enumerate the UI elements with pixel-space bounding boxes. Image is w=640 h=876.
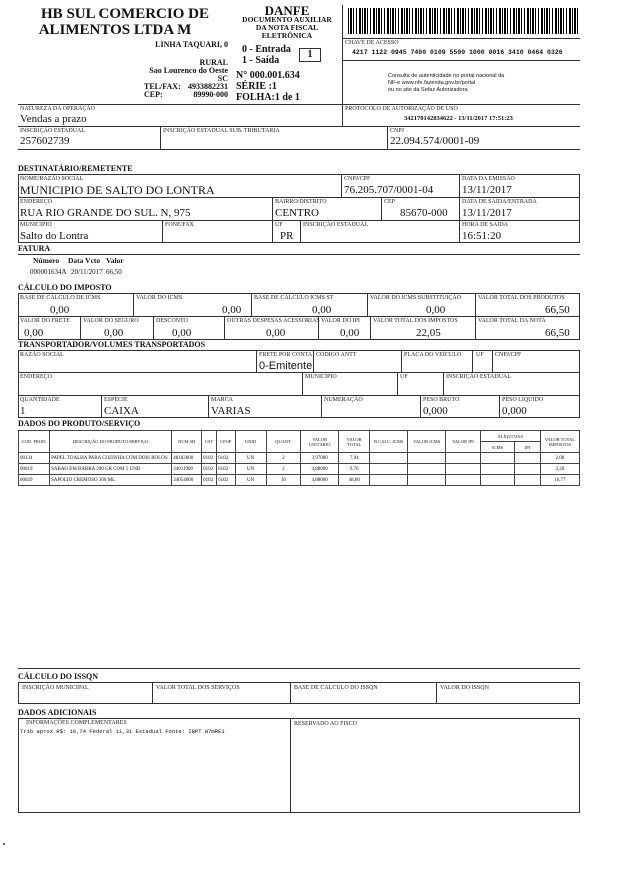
cell-desc: SABAO EM BARRA 200 GR COM 5 UND xyxy=(50,464,172,475)
transp-pl-label: PESO LIQUIDO xyxy=(502,397,544,403)
transp-qtd: 1 xyxy=(20,405,26,417)
imp-bc-st: 0,00 xyxy=(312,304,332,316)
imp-frete-label: VALOR DO FRETE xyxy=(20,318,70,324)
dest-cep: 85670-000 xyxy=(400,207,448,219)
imp-total-imp-label: VALOR TOTAL DOS IMPOSTOS xyxy=(373,318,458,324)
cnpj-value: 22.094.574/0001-09 xyxy=(390,135,480,147)
emitente-endereco: LINHA TAQUARI, 0 xyxy=(155,40,228,49)
imp-desconto-label: DESCONTO xyxy=(156,318,188,324)
transp-qtd-label: QUANTIDADE xyxy=(20,397,60,403)
transp-esp: CAIXA xyxy=(104,405,139,417)
dest-cnpj: 76.205.707/0001-04 xyxy=(344,184,434,196)
cell-cst: 0102 xyxy=(202,464,217,475)
imp-frete: 0,00 xyxy=(24,327,44,339)
imp-outras: 0,00 xyxy=(266,327,286,339)
transp-ie-label: INSCRIÇÃO ESTADUAL xyxy=(446,374,512,380)
imp-total-imp: 22,05 xyxy=(416,327,441,339)
transp-num-label: NUMERAÇÃO xyxy=(324,397,363,403)
dest-saida: 13/11/2017 xyxy=(462,207,512,219)
cell-vtotal: 48,80 xyxy=(339,475,370,486)
cell-unid: UN xyxy=(235,475,266,486)
dest-bairro: CENTRO xyxy=(275,207,319,219)
dest-cnpj-label: CNPJ/CPF xyxy=(344,176,371,182)
transp-esp-label: ESPÉCIE xyxy=(104,397,128,403)
imp-icms-st: 0,00 xyxy=(426,304,446,316)
emitente-cep-label: CEP: xyxy=(144,90,163,99)
cell-vtotal-imp: 16,77 xyxy=(540,475,579,486)
adicionais-section-title: DADOS ADICIONAIS xyxy=(18,708,97,717)
emitente-telfax-label: TEL/FAX: xyxy=(144,82,181,91)
danfe-folha: FOLHA:1 de 1 xyxy=(236,92,300,103)
imp-total-nota: 66,50 xyxy=(545,327,570,339)
cell-cod: 00029 xyxy=(19,475,50,486)
danfe-tipo-box: 1 xyxy=(299,48,321,62)
cell-aliq-icms xyxy=(480,464,515,475)
natureza-value: Vendas a prazo xyxy=(20,113,87,125)
col-vtotal-imp: VALOR TOTAL IMPOSTOS xyxy=(540,431,579,453)
natureza-label: NATUREZA DA OPERAÇÃO xyxy=(20,106,96,112)
fatura-header-numero: Número xyxy=(33,256,60,265)
fatura-section-title: FATURA xyxy=(18,244,51,253)
cell-aliq-ipi xyxy=(515,464,540,475)
transp-mun-label: MUNICÍPIO xyxy=(305,374,337,380)
col-cfop: CFOP xyxy=(217,431,235,453)
fatura-venc: 20/11/2017 xyxy=(71,268,103,276)
col-cod: COD. PROD. xyxy=(19,431,50,453)
ie-label: INSCRIÇÃO ESTADUAL xyxy=(20,128,86,134)
dest-nome-label: NOME/RAZÃO SOCIAL xyxy=(20,176,84,182)
danfe-sub1: DOCUMENTO AUXILIAR xyxy=(242,15,332,24)
info-comp-text: Trib aprox R$: 10,74 Federal 11,31 Estadual Fonte: IBPT W7mRE1 xyxy=(20,728,225,735)
dest-endereco-label: ENDEREÇO xyxy=(20,199,52,205)
emitente-name-2: ALIMENTOS LTDA M xyxy=(38,22,192,38)
ie-value: 257602739 xyxy=(20,135,70,147)
cell-vunit: 4,88000 xyxy=(301,475,339,486)
cell-cod: 00134 xyxy=(19,453,50,464)
emitente-uf: SC xyxy=(217,74,228,83)
emitente-telfax: 4933882231 xyxy=(188,82,228,91)
dest-nome: MUNICIPIO DE SALTO DO LONTRA xyxy=(20,183,215,197)
cell-ncm: 48182000 xyxy=(172,453,202,464)
protocolo-label: PROTOCOLO DE AUTORIZAÇÃO DE USO xyxy=(345,106,458,112)
dest-municipio-label: MUNICÍPIO xyxy=(20,222,52,228)
info-comp-label: INFORMAÇÕES COMPLEMENTARES xyxy=(26,720,127,726)
cell-aliq-ipi xyxy=(515,475,540,486)
col-desc: DESCRIÇÃO DO PRODUTO/SERVIÇO xyxy=(50,431,172,453)
dest-cep-label: CEP xyxy=(384,199,396,205)
dest-hora: 16:51:20 xyxy=(462,230,502,242)
col-vicms: VALOR ICMS xyxy=(408,431,446,453)
transp-frete: 0-Emitente xyxy=(259,360,313,372)
consulta-line-2: NF-e www.nfe.fazenda.gov.br/portal xyxy=(388,80,476,86)
issqn-valor-label: VALOR DO ISSQN xyxy=(440,685,489,691)
cell-bcicms xyxy=(370,475,408,486)
imp-outras-label: OUTRAS DESPESAS ACESSÓRIAS xyxy=(227,318,320,324)
chave-value: 4217 1122 0945 7400 0109 5500 1000 0016 3410 0464 0326 xyxy=(352,49,563,56)
cell-unid: UN xyxy=(235,453,266,464)
transp-placa-label: PLACA DO VEÍCULO xyxy=(404,352,462,358)
col-bcicms: B.CALC. ICMS xyxy=(370,431,408,453)
danfe-serie: SÉRIE :1 xyxy=(236,81,277,92)
col-vunit: VALOR UNITÁRIO xyxy=(301,431,339,453)
fatura-numero: 000001634A xyxy=(30,268,67,276)
cnpj-label: CNPJ xyxy=(390,128,405,134)
emitente-bairro: RURAL xyxy=(199,58,228,67)
cell-vicms xyxy=(408,475,446,486)
dest-endereco: RUA RIO GRANDE DO SUL. N, 975 xyxy=(20,207,191,219)
dest-uf-label: UF xyxy=(275,222,283,228)
cell-ncm: 34011900 xyxy=(172,464,202,475)
fisco-label: RESERVADO AO FISCO xyxy=(294,721,358,727)
col-quant: QUANT. xyxy=(266,431,301,453)
cell-aliq-icms xyxy=(480,475,515,486)
cell-vipi xyxy=(446,453,481,464)
cell-quant: 2 xyxy=(266,453,301,464)
transp-pb: 0,000 xyxy=(423,405,448,417)
cell-desc: SAPOLIO CREMOSO 300 ML xyxy=(50,475,172,486)
table-row xyxy=(19,464,580,475)
transp-frete-label: FRETE POR CONTA xyxy=(259,352,313,358)
cell-quant: 2 xyxy=(266,464,301,475)
danfe-numero: N° 000.001.634 xyxy=(236,70,300,81)
imp-total-prod-label: VALOR TOTAL DOS PRODUTOS xyxy=(478,295,565,301)
cell-cfop: 6102 xyxy=(217,475,235,486)
cell-cfop: 6102 xyxy=(217,464,235,475)
col-ncm: NCM SH xyxy=(172,431,202,453)
col-cst: CST xyxy=(202,431,217,453)
emitente-cidade: Sao Lourenco do Oeste xyxy=(149,66,228,75)
fatura-header-valor: Valor xyxy=(106,256,124,265)
cell-vicms xyxy=(408,453,446,464)
edge-mark xyxy=(3,843,5,845)
transp-antt-label: CÓDIGO ANTT xyxy=(316,352,357,358)
transp-pb-label: PESO BRUTO xyxy=(423,397,460,403)
imposto-section-title: CÁLCULO DO IMPOSTO xyxy=(18,283,112,292)
danfe-sub3: ELETRÔNICA xyxy=(261,31,313,40)
imp-icms: 0,00 xyxy=(222,304,242,316)
col-unid: UNID xyxy=(235,431,266,453)
imp-seguro: 0,00 xyxy=(104,327,124,339)
issqn-vserv-label: VALOR TOTAL DOS SERVIÇOS xyxy=(156,685,240,691)
col-vipi: VALOR IPI xyxy=(446,431,481,453)
protocolo-value: 342170142834622 - 13/11/2017 17:51:23 xyxy=(404,115,513,122)
transp-end-label: ENDEREÇO xyxy=(20,374,52,380)
cell-bcicms xyxy=(370,453,408,464)
issqn-section-title: CÁLCULO DO ISSQN xyxy=(18,672,99,681)
consulta-line-3: ou no site da Sefaz Autorizadora xyxy=(388,87,468,93)
imp-icms-st-label: VALOR DO ICMS SUBSTITUIÇÃO xyxy=(370,295,462,301)
transp-marca-label: MARCA xyxy=(211,397,234,403)
col-aliq-icms: ICMS xyxy=(480,442,515,453)
col-vtotal: VALOR TOTAL xyxy=(339,431,370,453)
chave-label: CHAVE DE ACESSO xyxy=(345,40,399,46)
imp-ipi-label: VALOR DO IPI xyxy=(321,318,360,324)
issqn-im-label: INSCRIÇÃO MUNICIPAL xyxy=(22,685,89,691)
cell-vtotal: 7,94 xyxy=(339,453,370,464)
dest-section-title: DESTINATÁRIO/REMETENTE xyxy=(18,164,133,173)
barcode-image xyxy=(348,8,578,34)
cell-aliq-ipi xyxy=(515,453,540,464)
transp-razao-label: RAZÃO SOCIAL xyxy=(20,352,64,358)
imp-ipi: 0,00 xyxy=(340,327,360,339)
table-row xyxy=(19,453,580,464)
cell-ncm: 34054000 xyxy=(172,475,202,486)
cell-vunit: 4,88000 xyxy=(301,464,339,475)
consulta-line-1: Consulta de autenticidade no portal nacional da xyxy=(388,73,505,79)
cell-cfop: 6102 xyxy=(217,453,235,464)
ie-st-label: INSCRIÇÃO ESTADUAL SUB. TRIBUTARIA xyxy=(163,128,280,134)
danfe-entrada: 0 - Entrada xyxy=(242,44,291,55)
fatura-header-venc: Data Vcto xyxy=(68,256,101,265)
produtos-table xyxy=(18,430,580,486)
imp-seguro-label: VALOR DO SEGURO xyxy=(83,318,139,324)
imp-bc-icms: 0,00 xyxy=(50,304,70,316)
dest-ie-label: INSCRIÇÃO ESTADUAL xyxy=(303,222,369,228)
emitente-cep: 89990-000 xyxy=(193,90,228,99)
cell-vicms xyxy=(408,464,446,475)
dest-uf: PR xyxy=(280,230,294,242)
cell-cst: 0102 xyxy=(202,475,217,486)
danfe-sub2: DA NOTA FISCAL xyxy=(255,23,319,32)
cell-vtotal-imp: 3,20 xyxy=(540,464,579,475)
transp-pl: 0,000 xyxy=(502,405,527,417)
cell-vipi xyxy=(446,475,481,486)
cell-unid: UN xyxy=(235,464,266,475)
imp-desconto: 0,00 xyxy=(172,327,192,339)
cell-vipi xyxy=(446,464,481,475)
dest-municipio: Salto do Lontra xyxy=(20,230,89,242)
imp-icms-label: VALOR DO ICMS xyxy=(136,295,183,301)
transp-uf-label: UF xyxy=(476,352,484,358)
dest-bairro-label: BAIRRO/DISTRITO xyxy=(275,199,327,205)
cell-vunit: 3,97000 xyxy=(301,453,339,464)
imp-total-nota-label: VALOR TOTAL DA NOTA xyxy=(478,318,546,324)
imp-total-prod: 66,50 xyxy=(545,304,570,316)
cell-cod: 00019 xyxy=(19,464,50,475)
dest-emissao: 13/11/2017 xyxy=(462,184,512,196)
dest-hora-label: HORA DE SAÍDA xyxy=(462,222,509,228)
col-aliquotas: ALÍQUOTAS xyxy=(480,431,540,442)
danfe-title: DANFE xyxy=(264,3,310,18)
transp-section-title: TRANSPORTADOR/VOLUMES TRANSPORTADOS xyxy=(18,340,206,349)
emitente-name-1: HB SUL COMERCIO DE xyxy=(41,6,209,22)
col-aliq-ipi: IPI xyxy=(515,442,540,453)
cell-aliq-icms xyxy=(480,453,515,464)
fatura-valor: 66,50 xyxy=(106,268,122,276)
dest-fone-label: FONE/FAX xyxy=(165,222,194,228)
transp-uf2-label: UF xyxy=(400,374,408,380)
dest-saida-label: DATA DE SAÍDA/ENTRADA xyxy=(462,199,537,205)
imp-bc-icms-label: BASE DE CÁLCULO DE ICMS xyxy=(20,295,101,301)
cell-vtotal: 9,76 xyxy=(339,464,370,475)
issqn-bc-label: BASE DE CALCULO DO ISSQN xyxy=(294,685,378,691)
imp-bc-st-label: BASE DE CÁLCULO ICMS ST xyxy=(254,295,334,301)
produtos-header-row xyxy=(19,431,580,442)
cell-cst: 0102 xyxy=(202,453,217,464)
produtos-section-title: DADOS DO PRODUTO/SERVIÇO xyxy=(18,419,141,428)
cell-quant: 10 xyxy=(266,475,301,486)
danfe-saida: 1 - Saída xyxy=(242,55,280,66)
cell-bcicms xyxy=(370,464,408,475)
transp-cnpj-label: CNPJ/CPF xyxy=(495,352,522,358)
cell-desc: PAPEL TOALHA PARA COZINHA COM DOIS ROLOS xyxy=(50,453,172,464)
cell-vtotal-imp: 2,08 xyxy=(540,453,579,464)
transp-marca: VARIAS xyxy=(211,405,251,417)
table-row xyxy=(19,475,580,486)
dest-emissao-label: DATA DA EMISSÃO xyxy=(462,176,515,182)
